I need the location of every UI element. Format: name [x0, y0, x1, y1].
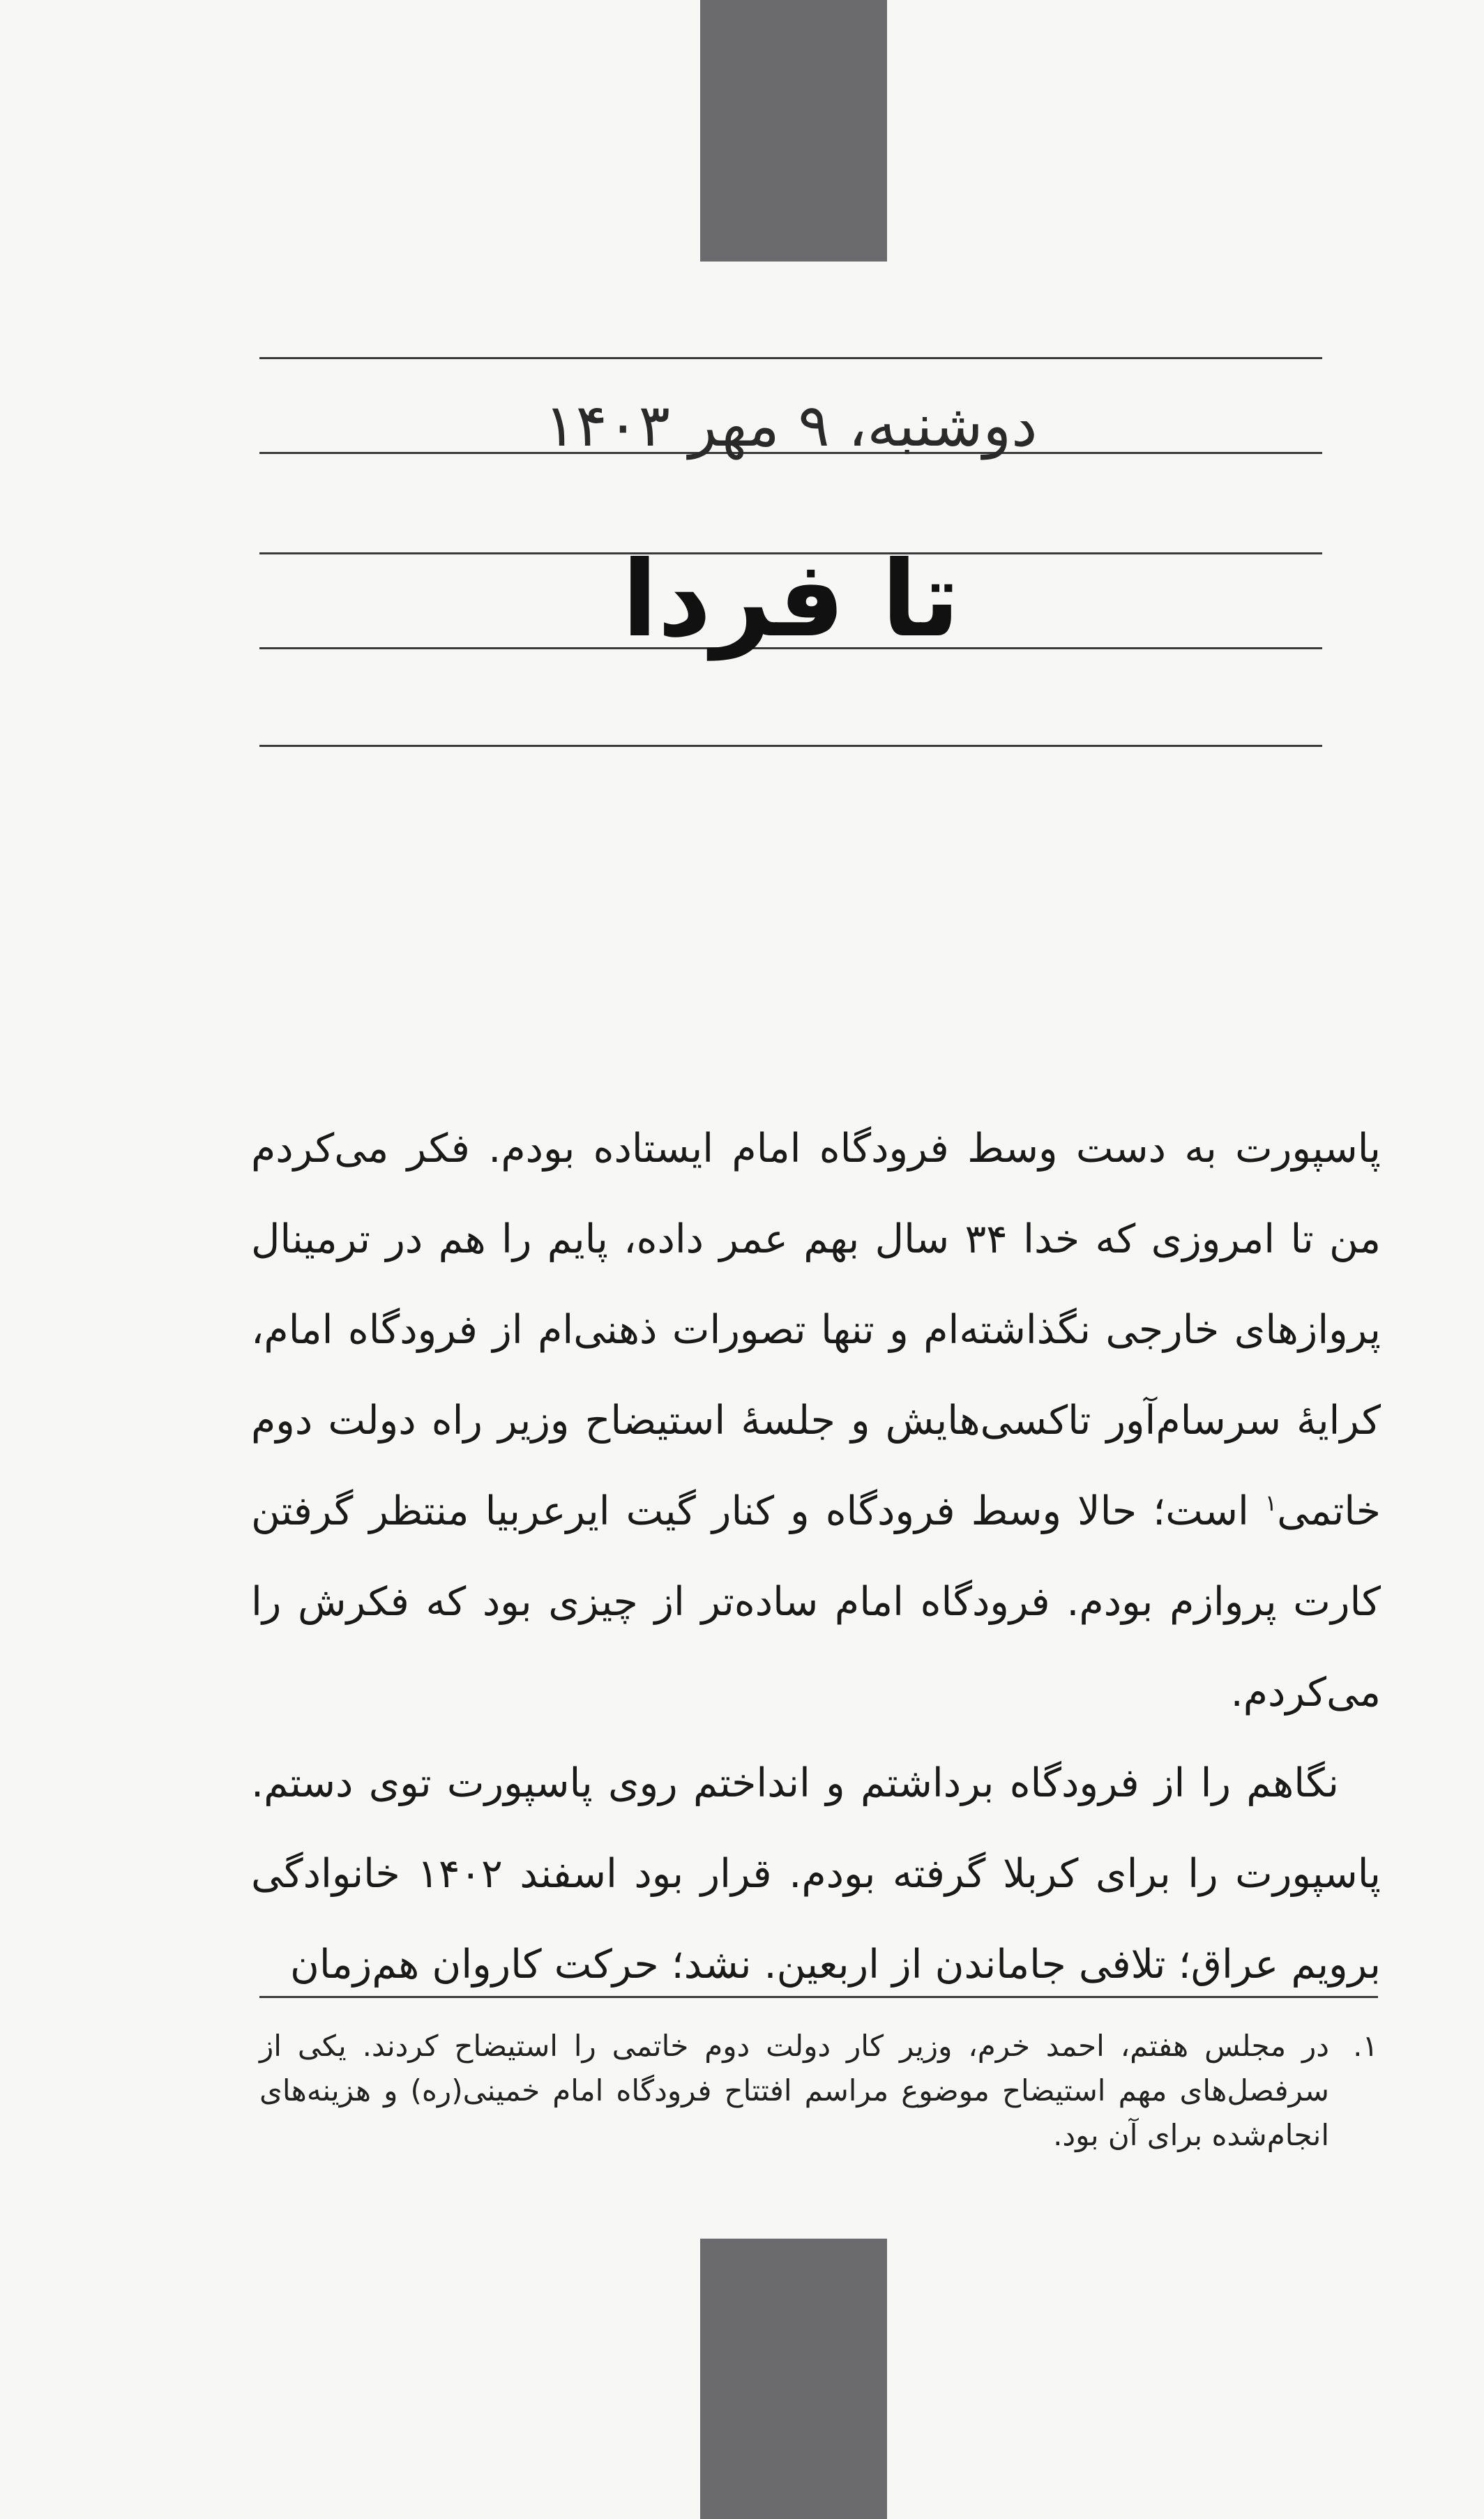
paragraph-1-start: پاسپورت به دست وسط فرودگاه امام ایستاده بودم. فکر می‌کردم من تا امروزی که خدا ۳۴ سال بهم عمر داده، پایم را هم در ترمینال پروازهای خارجی نگذاشته‌ام و تنها تصورات ذهنی‌ام از فرودگاه امام، کرایهٔ سرسام‌آور تاکسی‌هایش و جلسهٔ استیضاح وزیر راه دولت دوم خاتمی — [251, 1126, 1381, 1534]
header-rule-1 — [259, 357, 1322, 359]
chapter-title: تا فردا — [621, 539, 960, 660]
bottom-tab-marker — [700, 2239, 887, 2519]
footnote-number: ۱. — [1353, 2029, 1378, 2063]
paragraph-2: نگاهم را از فرودگاه برداشتم و انداختم روی پاسپورت توی دستم. پاسپورت را برای کربلا گرفته بودم. قرار بود اسفند ۱۴۰۲ خانوادگی برویم عراق؛ تلافی جاماندن از اربعین. نشد؛ حرکت کاروان هم‌زمان — [251, 1760, 1381, 1988]
footnote-text: در مجلس هفتم، احمد خرم، وزیر کار دولت دوم خاتمی را استیضاح کردند. یکی از سرفصل‌های مهم استیضاح موضوع مراسم افتتاح فرودگاه امام خمینی(ره) و هزینه‌های انجام‌شده برای آن بود. — [259, 2029, 1329, 2152]
paragraph-1-end: است؛ حالا وسط فرودگاه و کنار گیت ایرعربیا منتظر گرفتن کارت پروازم بودم. فرودگاه امام ساده‌تر از چیزی بود که فکرش را می‌کردم. — [251, 1488, 1381, 1716]
paragraph-1 — [251, 1103, 1381, 1738]
header-rule-5 — [259, 745, 1322, 747]
footnote-divider — [259, 1996, 1378, 1998]
top-tab-marker — [700, 0, 887, 262]
body-text — [251, 1103, 1381, 2010]
chapter-date: دوشنبه، ۹ مهر ۱۴۰۳ — [544, 391, 1038, 460]
footnote-marker[interactable]: ۱ — [1264, 1490, 1278, 1516]
footnote — [259, 2024, 1378, 2158]
